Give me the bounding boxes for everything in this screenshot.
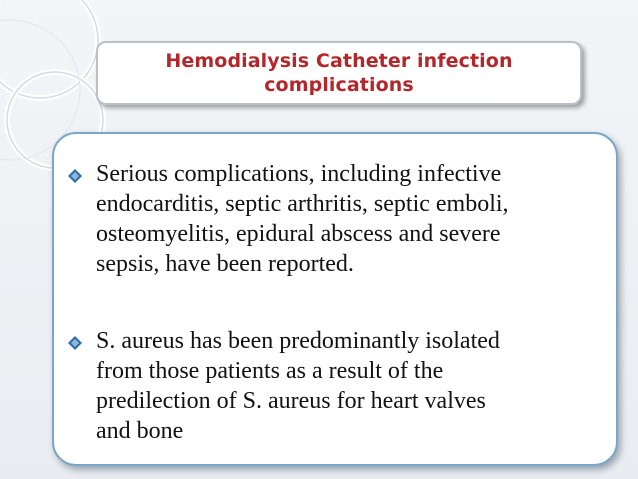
title-box	[96, 41, 582, 105]
bullet-line: and bone	[96, 418, 184, 444]
slide-title-line-1: Hemodialysis Catheter infection	[165, 50, 513, 72]
bullet-item	[64, 326, 604, 446]
bullet-line: from those patients as a result of the	[96, 358, 444, 384]
slide-title-line-2: complications	[264, 74, 414, 96]
content-box	[52, 132, 618, 466]
bullet-line: endocarditis, septic arthritis, septic emboli,	[96, 191, 509, 217]
bullet-text	[96, 326, 604, 446]
bullet-line: S. aureus has been predominantly isolated	[96, 328, 500, 354]
bullet-line: Serious complications, including infective	[96, 161, 502, 187]
bullet-item	[64, 159, 604, 279]
bullet-text	[96, 159, 604, 279]
bullet-line: osteomyelitis, epidural abscess and severe	[96, 221, 501, 247]
bullet-line: predilection of S. aureus for heart valves	[96, 388, 486, 414]
bullet-line: sepsis, have been reported.	[96, 251, 354, 277]
